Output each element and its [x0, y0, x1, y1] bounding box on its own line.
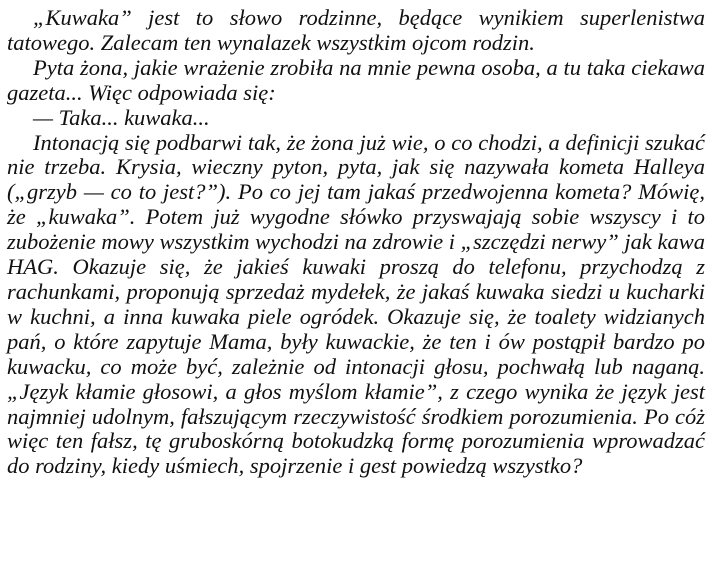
paragraph-main-text: Intonacją się podbarwi tak, że żona już wie, o co chodzi, a definicji szukać nie trzeba. Krysia, wieczny pyton, pyta, jak się nazywała kometa Halleya („grzyb — co to jest?”). Po co jej tam jakaś przedwojenna kometa? Mówię, że „kuwaka”. Potem już wygodne słówko przyswajają sobie wszyscy i to zubożenie mowy wszystkim wychodzi na zdrowie i „szczędzi nerwy” jak kawa HAG. Okazuje się, że jakieś kuwaki proszą do telefonu, przychodzą z rachunkami, proponują sprzedaż mydełek, że jakaś kuwaka siedzi u kucharki w kuchni, a inna kuwaka piele ogródek. Okazuje się, że toalety widzianych pań, o które zapytuje Mama, były kuwackie, że ten i ów postąpił bardzo po kuwacku, co może być, zależnie od intonacji głosu, pochwałą lub naganą. „Język kłamie głosowi, a głos myślom kłamie”, z czego wynika że język jest najmniej udolnym, fałszującym rzeczywistość środkiem porozumienia. Po cóż więc ten fałsz, tę gruboskórną botokudzką formę porozumienia wprowadzać do rodziny, kiedy uśmiech, spojrzenie i gest powiedzą wszystko? [7, 129, 705, 479]
paragraph-kuwaka-intro: „Kuwaka” jest to słowo rodzinne, będące wynikiem superlenistwa tatowego. Zalecam ten wynalazek wszystkim ojcom rodzin. [7, 5, 705, 55]
paragraph-dialog-line: — Taka... kuwaka... [33, 104, 210, 130]
paragraph-wife-question: Pyta żona, jakie wrażenie zrobiła na mnie pewna osoba, a tu taka ciekawa gazeta... Więc odpowiada się: [7, 54, 705, 105]
